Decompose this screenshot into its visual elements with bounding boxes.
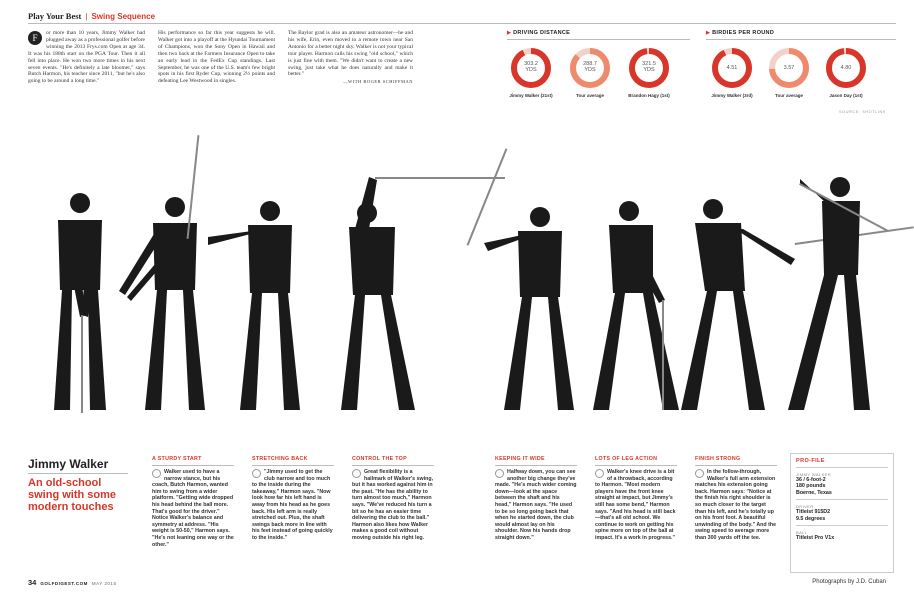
pro-file-label: JIMMY WALKER	[796, 472, 832, 477]
caption-sturdy-start	[152, 456, 234, 548]
caption-keeping-it-wide	[495, 456, 577, 542]
header-rule	[28, 23, 896, 24]
caption-text: Walker's knee drive is a bit of a throwback, according to Harmon. "Most modern players have the front knee straight at impact, but Jimmy's still has some bend," Harmon says. "And his head is still back—that's all old school. We continue to work on getting his spine more on top of the ball at impact. It's a work in progress."	[595, 469, 676, 541]
pro-file-value: Boerne, Texas	[796, 489, 832, 496]
site-name: GOLFDIGEST.COM	[40, 581, 88, 586]
golfer-address	[54, 193, 106, 413]
golfer-takeaway	[119, 197, 205, 410]
driving-value-2: 321.5 YDS	[642, 61, 656, 73]
caption-rule	[495, 465, 577, 466]
driving-value-1: 288.7 YDS	[583, 61, 597, 73]
caption-number-icon	[595, 469, 604, 478]
article-column-2	[158, 30, 275, 85]
pro-file-label: BALL	[796, 530, 808, 536]
pro-file-rule	[796, 525, 888, 526]
footer-folio	[28, 578, 116, 587]
caption-title: STRETCHING BACK	[252, 456, 308, 462]
golfer-name: Jimmy Walker	[28, 457, 109, 471]
page-number: 34	[28, 578, 37, 587]
pro-file-value: Titleist 915D2	[796, 509, 831, 516]
caption-rule	[595, 465, 677, 466]
caption-rule	[152, 465, 234, 466]
caption-rule	[352, 465, 434, 466]
driving-distance-label: DRIVING DISTANCE	[513, 30, 571, 36]
caption-text: "Jimmy used to get the club narrow and too much to the inside during the takeaway," Harmon says. "Now look how far his left hand is away from his head as he goes back. His left arm is really stretched out. Plus, the shaft swings back more in line with his feet instead of going quickly to the inside."	[252, 469, 333, 541]
article-text-1: or more than 10 years, Jimmy Walker had plugged away as a professional golfer before winning the 2013 Frys.com Open at age 34. It was his 188th start on the PGA Tour. Then it all fell into place. He won two more times in his next seven events. "He's definitely a late bloomer," says Butch Harmon, his teacher since 2011, "but he's also going to be around a long time."	[28, 30, 145, 85]
pro-file-rule	[796, 467, 888, 468]
pro-file-label: DRIVER	[796, 504, 814, 510]
caption-title: FINISH STRONG	[695, 456, 741, 462]
pro-file-row-driver	[796, 504, 888, 522]
photo-credit: Photographs by J.D. Cuban	[812, 579, 886, 585]
caption-control-the-top	[352, 456, 434, 542]
caption-leg-action	[595, 456, 677, 542]
byline: —WITH ROGER SCHIFFMAN	[342, 79, 413, 85]
birdies-value-0: 4.51	[726, 65, 738, 71]
caption-text: Walker used to have a narrow stance, but his coach, Butch Harmon, wanted him to swing from a wider platform. "Getting wide dropped his head behind the ball more. That's good for the driver." Notice Walker's balance and symmetry at address. "His weight is 50-50," Harmon says. "He's not leaning one way or the other."	[152, 469, 234, 548]
driving-distance-title	[507, 30, 570, 36]
birdies-value-2: 4.80	[840, 65, 852, 71]
caption-title: CONTROL THE TOP	[352, 456, 407, 462]
pro-file-row-ball	[796, 530, 888, 541]
section-header	[28, 11, 155, 21]
pro-file-box	[790, 453, 894, 573]
caption-text: In the follow-through, Walker's full arm extension matches his extension going back. Harmon says: "Notice at the finish his right shoulder is so much closer to the target than his left, and he's totally up on his front foot. A beautiful unwinding of the body." And the swing speed to average more than 300 yards off the tee.	[695, 469, 777, 541]
pro-file-value: 36 / 6-foot-2	[796, 477, 826, 483]
triangle-icon: ▶	[706, 30, 711, 36]
article-column-1	[28, 30, 145, 85]
birdies-title	[706, 30, 774, 36]
birdies-value-1: 3.57	[783, 65, 795, 71]
header-divider: |	[85, 12, 88, 21]
golfer-finish	[788, 177, 888, 410]
swing-sequence-photos	[0, 125, 914, 425]
driving-label-2: Brandon Hagy (1st)	[628, 93, 670, 98]
dek: An old-school swing with some modern touches	[28, 477, 117, 513]
source-note: SOURCE: SHOTLINK	[839, 110, 886, 114]
caption-text: Great flexibility is a hallmark of Walker's swing, but it has worked against him in the past. "He has the ability to turn almost too much," Harmon says. "We've reduced his turn a bit so he has an easier time delivering the club to the ball." Harmon also likes how Walker makes a good coil without moving outside his right leg.	[352, 469, 434, 541]
name-rule	[28, 473, 128, 474]
caption-title: A STURDY START	[152, 456, 202, 462]
caption-number-icon	[252, 469, 261, 478]
birdies-label-1: Tour average	[775, 93, 803, 98]
caption-number-icon	[352, 469, 361, 478]
caption-number-icon	[495, 469, 504, 478]
caption-rule	[695, 465, 777, 466]
section-title: Play Your Best	[28, 11, 82, 21]
pro-file-title: PRO-FILE	[796, 458, 825, 464]
driving-label-1: Tour average	[576, 93, 604, 98]
driving-label-0: Jimmy Walker (21st)	[509, 93, 553, 98]
pro-file-row-player	[796, 472, 888, 496]
pro-file-value: 9.5 degrees	[796, 515, 826, 522]
caption-finish-strong	[695, 456, 777, 542]
triangle-icon: ▶	[507, 30, 512, 36]
drop-cap: F	[28, 31, 42, 45]
driving-value-0: 303.2 YDS	[524, 61, 538, 73]
article-column-3	[288, 30, 413, 86]
birdies-label-0: Jimmy Walker (3rd)	[711, 93, 753, 98]
pro-file-rule	[796, 499, 888, 500]
caption-text: Halfway down, you can see another big change they've made. "He's much wider coming down—look at the space between the shaft and his head," Harmon says. "He used to be so long going back that when he started down, the club would almost lay on his shoulder. Now his hands drop straight down."	[495, 469, 577, 541]
caption-stretching-back	[252, 456, 334, 542]
section-subtitle: Swing Sequence	[91, 12, 156, 21]
pro-file-value: 180 pounds	[796, 483, 826, 490]
caption-number-icon	[695, 469, 704, 478]
birdies-rule	[706, 39, 896, 40]
driving-rule	[507, 39, 690, 40]
golfer-impact	[593, 201, 679, 410]
article-text-3: The Baylor grad is also an amateur astronomer—he and his wife, Erin, even moved to a remote town near San Antonio for a better night sky. Walker is not your typical tour player. Harmon calls his swing "old school," which is just fine with them. "We didn't want to create a new swing, just take what he does naturally and make it better."	[288, 30, 413, 78]
article-text-2: His performance so far this year suggests he will. Walker got into a playoff at the Hyundai Tournament of Champions, won the Sony Open in Hawaii and then two back at the Farmers Insurance Open to take an early lead in the FedEx Cup standings. Last September, he was one of the U.S. team's few bright spots in his first Ryder Cup, winning 2½ points and defeating Lee Westwood in singles.	[158, 30, 275, 85]
birdies-label: BIRDIES PER ROUND	[712, 30, 775, 36]
golfer-downswing	[467, 148, 574, 410]
birdies-label-2: Jason Day (1st)	[829, 93, 863, 98]
caption-title: KEEPING IT WIDE	[495, 456, 545, 462]
caption-rule	[252, 465, 334, 466]
caption-title: LOTS OF LEG ACTION	[595, 456, 658, 462]
issue-date: MAY 2015	[91, 581, 117, 586]
golfer-halfway-back	[187, 135, 300, 410]
caption-number-icon	[152, 469, 161, 478]
pro-file-value: Titleist Pro V1x	[796, 535, 835, 542]
